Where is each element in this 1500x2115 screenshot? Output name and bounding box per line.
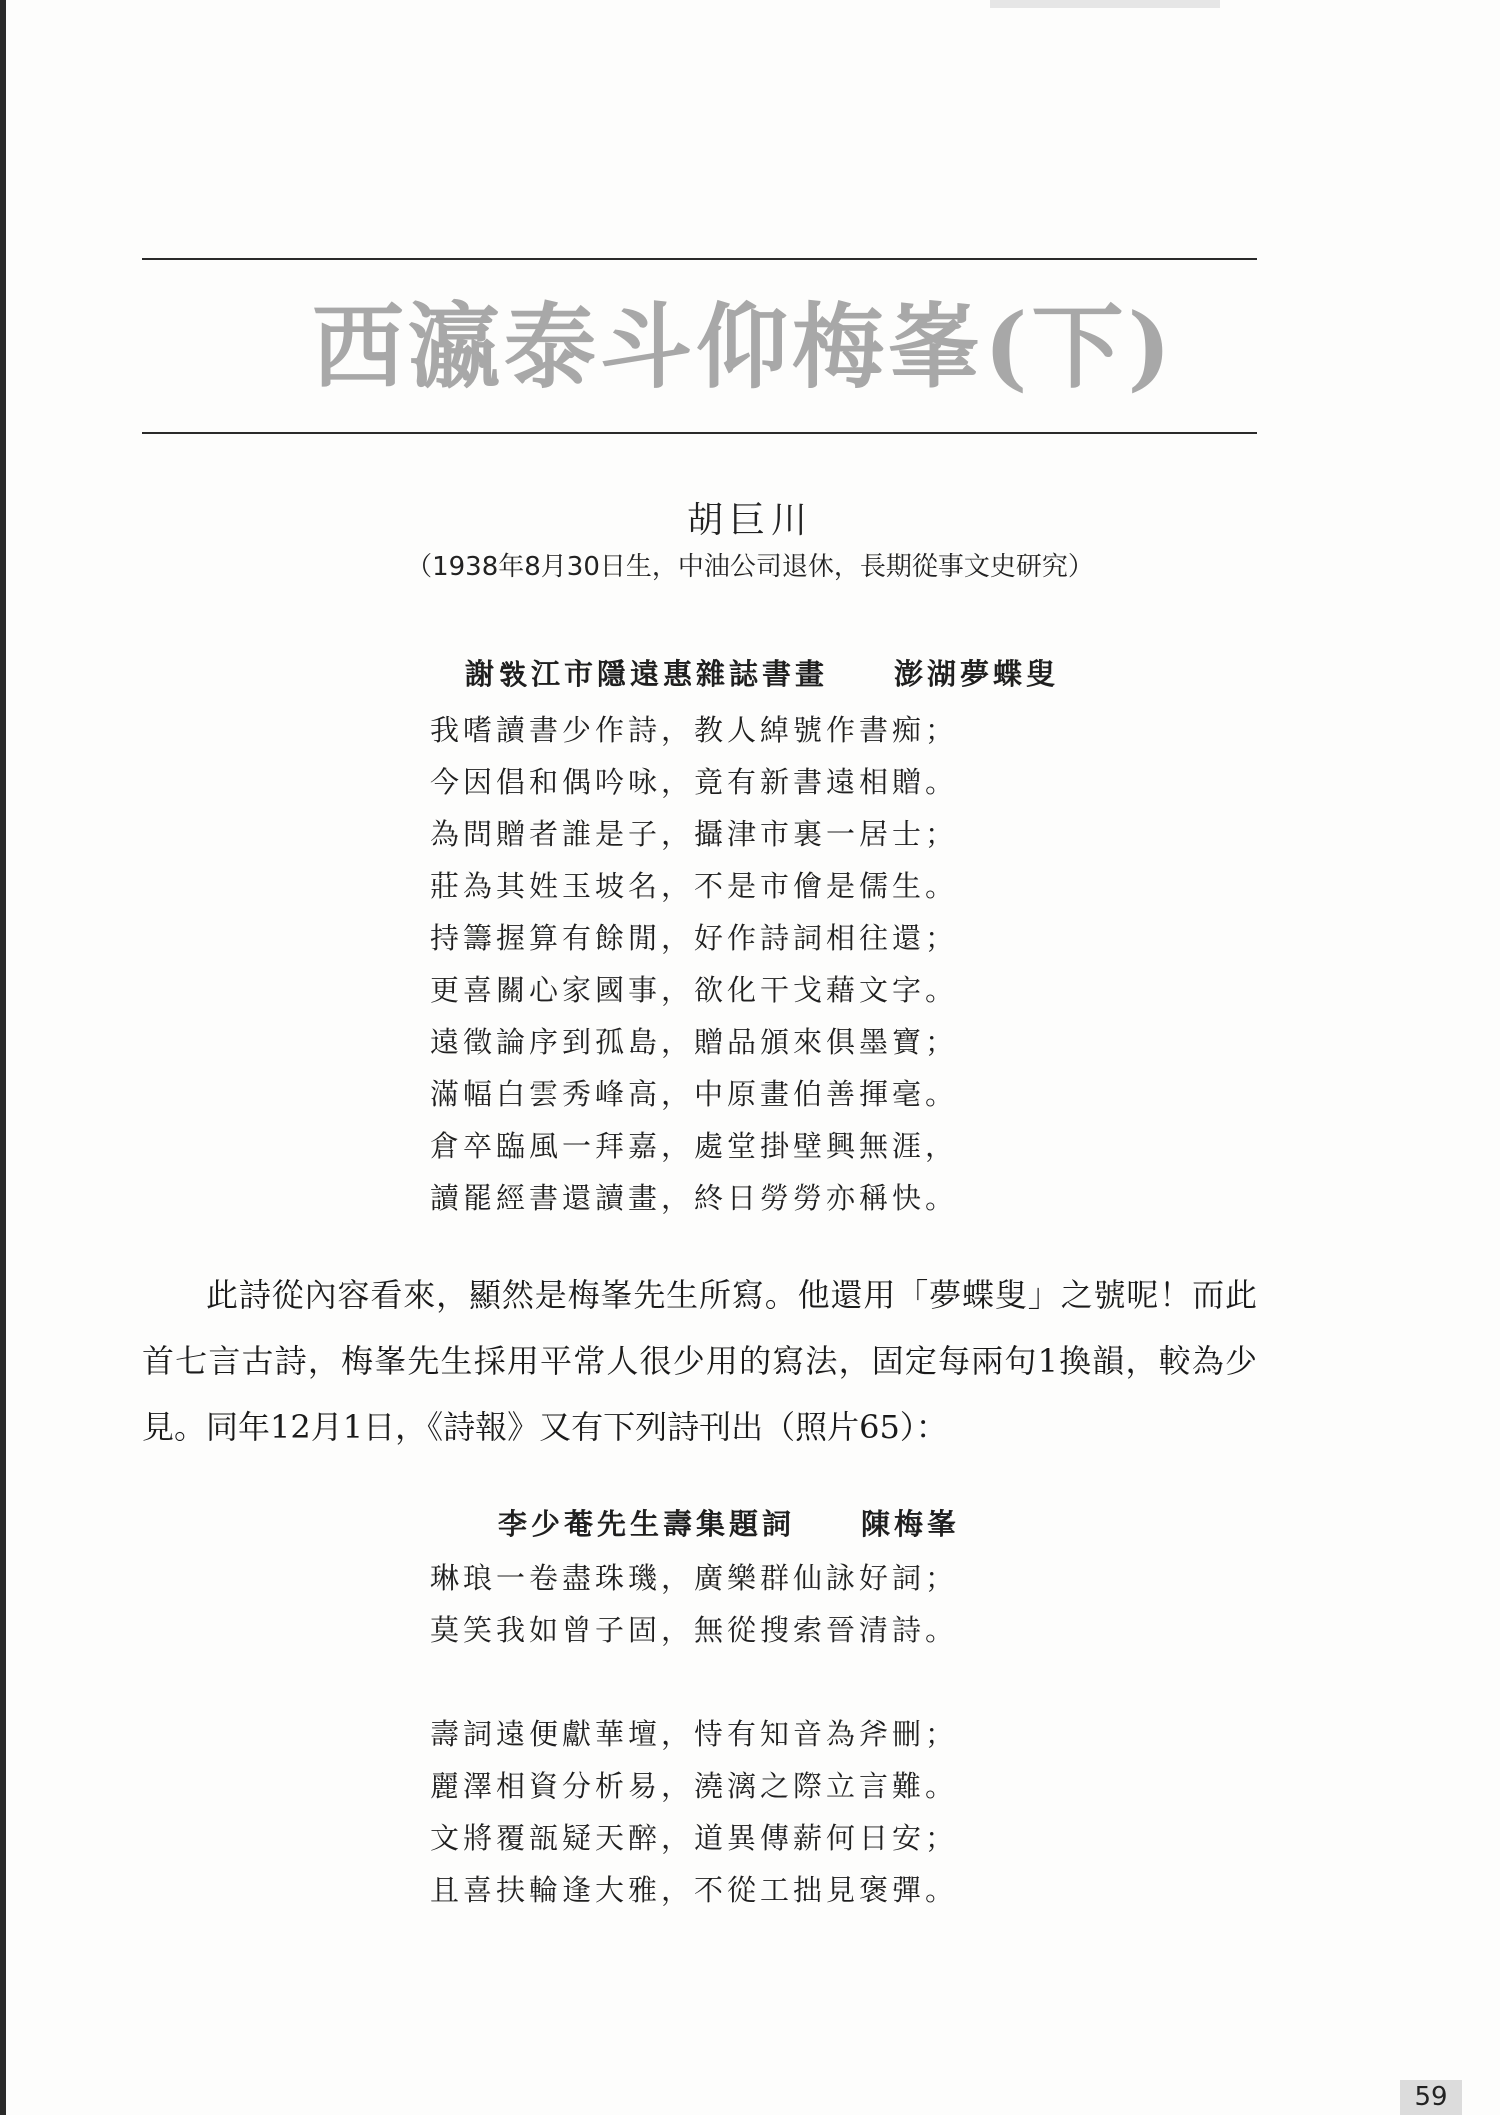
poem-2-heading: 李少菴先生壽集題詞 陳梅峯 [498, 1507, 961, 1541]
author-name: 胡巨川 [686, 500, 813, 541]
poem-1-line: 我嗜讀書少作詩，教人綽號作書痴； [430, 713, 959, 747]
page-number: 59 [1400, 2080, 1462, 2115]
page-edge-shadow [0, 0, 6, 2115]
title-top-rule [142, 258, 1257, 260]
poem-2-line: 壽詞遠便獻華壇，恃有知音為斧刪； [430, 1717, 959, 1751]
poem-1-line: 莊為其姓玉坡名，不是市儈是儒生。 [430, 869, 959, 903]
poem-2-line: 麗澤相資分析易，澆漓之際立言難。 [430, 1769, 959, 1803]
poem-1-line: 今因倡和偶吟咏，竟有新書遠相贈。 [430, 765, 959, 799]
title-bottom-rule [142, 432, 1257, 434]
poem-2-line: 文將覆瓿疑天醉，道異傳薪何日安； [430, 1821, 959, 1855]
poem-1-line: 為問贈者誰是子，攝津市裏一居士； [430, 817, 959, 851]
poem-1-line: 滿幅白雲秀峰高，中原畫伯善揮毫。 [430, 1077, 959, 1111]
poem-1-line: 遠徵論序到孤島，贈品頒來俱墨寶； [430, 1025, 959, 1059]
poem-1-line: 持籌握算有餘閒，好作詩詞相往還； [430, 921, 959, 955]
article-title: 西瀛泰斗仰梅峯(下) [312, 293, 1176, 401]
poem-2-line: 琳琅一卷盡珠璣，廣樂群仙詠好詞； [430, 1561, 959, 1595]
poem-2-line: 莫笑我如曾子固，無從搜索晉清詩。 [430, 1613, 959, 1647]
poem-1-heading: 謝𢽾江市隱遠惠雜誌書畫 澎湖夢蝶叟 [465, 657, 1060, 691]
poem-1-line: 讀罷經書還讀畫，終日勞勞亦稱快。 [430, 1181, 959, 1215]
poem-2-line: 且喜扶輪逢大雅，不從工拙見褒彈。 [430, 1873, 959, 1907]
poem-1-line: 更喜關心家國事，欲化干戈藉文字。 [430, 973, 959, 1007]
body-paragraph: 此詩從內容看來，顯然是梅峯先生所寫。他還用「夢蝶叟」之號呢！而此首七言古詩，梅峯先生採用平常人很少用的寫法，固定每兩句1換韻，較為少見。同年12月1日，《詩報》又有下列詩刊出（照片65）： [142, 1276, 1257, 1446]
author-bio: （1938年8月30日生，中油公司退休，長期從事文史研究） [406, 552, 1094, 582]
scan-smudge [990, 0, 1220, 8]
poem-1-line: 倉卒臨風一拜嘉，處堂掛壁興無涯， [430, 1129, 959, 1163]
